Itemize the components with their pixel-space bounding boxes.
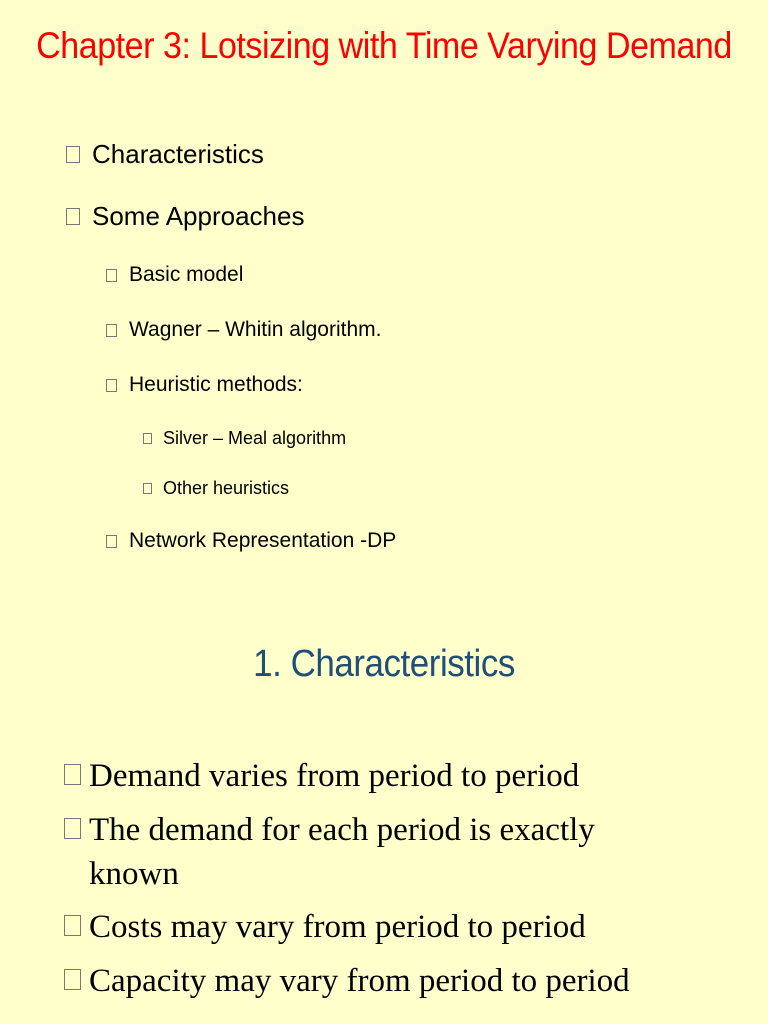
bullet-box-icon (64, 764, 81, 785)
bullet-label: Costs may vary from period to period (89, 909, 586, 945)
bullet-box-icon (143, 483, 152, 494)
bullet-box-icon (106, 379, 117, 392)
slide-2 (0, 600, 768, 1024)
bullet-box-icon (64, 818, 81, 839)
list-item (64, 754, 689, 798)
bullet-box-icon (64, 915, 81, 936)
bullet-label: Wagner – Whitin algorithm. (129, 318, 382, 341)
list-item (106, 528, 396, 554)
bullet-label: Demand varies from period to period (89, 758, 580, 794)
bullet-label: Silver – Meal algorithm (163, 428, 347, 448)
list-item (143, 427, 346, 449)
list-item (66, 200, 304, 232)
slide-1-title: Chapter 3: Lotsizing with Time Varying Demand (36, 25, 732, 66)
list-item (143, 477, 289, 499)
bullet-label: Characteristics (92, 139, 264, 169)
list-item (106, 262, 243, 288)
bullet-box-icon (66, 208, 80, 225)
list-item (64, 905, 689, 949)
bullet-box-icon (106, 535, 117, 548)
list-item (106, 372, 303, 398)
bullet-box-icon (106, 269, 117, 282)
bullet-box-icon (66, 146, 80, 163)
list-item (106, 317, 381, 343)
slide-2-title: 1. Characteristics (253, 643, 515, 685)
bullet-box-icon (106, 324, 117, 337)
bullet-label: Heuristic methods: (129, 373, 303, 396)
list-item (66, 138, 264, 170)
bullet-label: The demand for each period is exactly known (89, 812, 595, 892)
list-item (64, 959, 689, 1003)
bullet-label: Network Representation -DP (129, 529, 397, 552)
bullet-label: Basic model (129, 263, 244, 286)
bullet-label: Some Approaches (92, 201, 305, 231)
bullet-label: Other heuristics (163, 478, 290, 498)
list-item (64, 808, 689, 896)
bullet-box-icon (143, 433, 152, 444)
bullet-box-icon (64, 969, 81, 990)
bullet-label: Capacity may vary from period to period (89, 963, 630, 999)
